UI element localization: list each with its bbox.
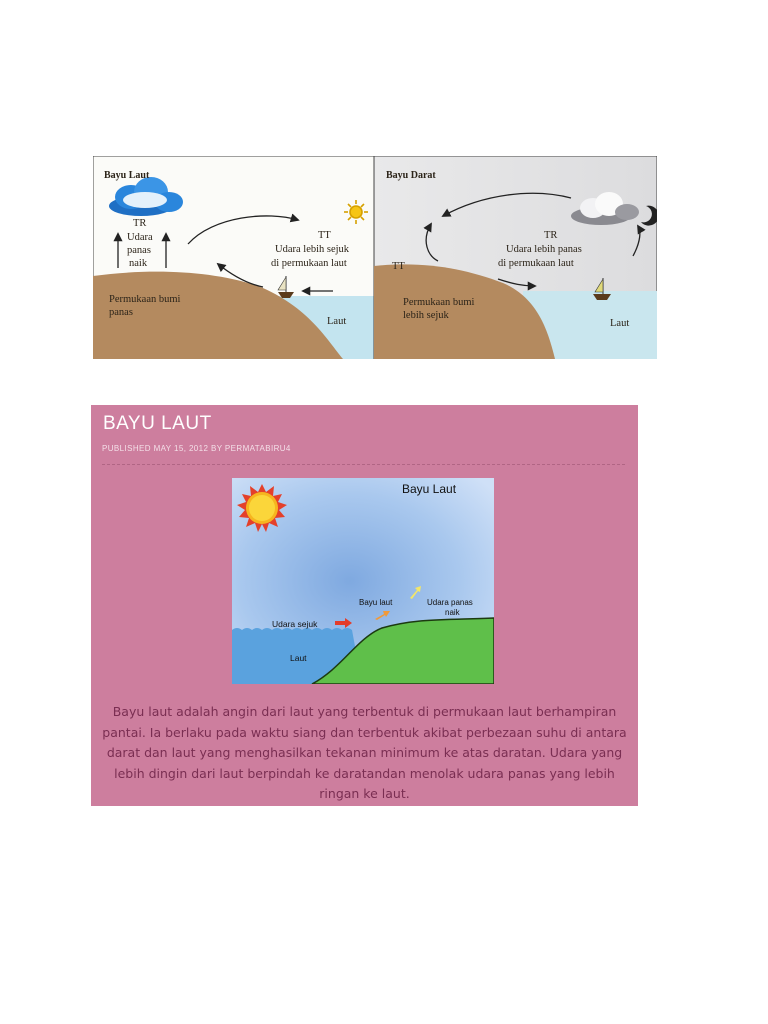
- post-body-text: Bayu laut adalah angin dari laut yang terbentuk di permukaan laut berhampiran pantai. Ia berlaku pada waktu siang dan terbentuk akibat perbezaan suhu di antara darat dan laut yang menghasilkan tekanan minimum ke atas daratan. Udara yang lebih dingin dari laut berpindah ke daratandan menolak udara panas yang lebih ringan ke laut.: [102, 704, 627, 801]
- label-tr-desc-3: naik: [129, 258, 148, 269]
- label-tr-right-desc-1: Udara lebih panas: [506, 244, 582, 255]
- post-title[interactable]: BAYU LAUT: [103, 413, 212, 434]
- label-sea: Laut: [327, 316, 347, 327]
- panel-bayu-laut: [93, 156, 374, 359]
- panel-title-bayu-darat: Bayu Darat: [386, 170, 436, 181]
- label-tr-right: TR: [544, 230, 558, 241]
- bayu-laut-illustration: [232, 478, 494, 684]
- label-tr: TR: [133, 218, 147, 229]
- sea-land-breeze-figure: [93, 156, 657, 359]
- label-udara-sejuk: Udara sejuk: [272, 619, 318, 629]
- label-udara-panas-1: Udara panas: [427, 598, 473, 607]
- label-tt-desc-2: di permukaan laut: [271, 258, 347, 269]
- meta-by: BY: [210, 444, 223, 453]
- label-tr-right-desc-2: di permukaan laut: [498, 258, 574, 269]
- meta-date[interactable]: MAY 15, 2012: [153, 444, 209, 453]
- label-land-2: panas: [109, 307, 133, 318]
- meta-published: PUBLISHED: [102, 444, 151, 453]
- panel-title-bayu-laut: Bayu Laut: [104, 170, 150, 181]
- label-sea-right: Laut: [610, 318, 630, 329]
- blog-post-card: [91, 405, 638, 806]
- post-divider: [102, 464, 625, 465]
- label-udara-panas-2: naik: [445, 608, 460, 617]
- label-tr-desc-2: panas: [127, 245, 151, 256]
- figure-title: Bayu Laut: [402, 482, 457, 496]
- label-land-right-1: Permukaan bumi: [403, 297, 475, 308]
- label-laut: Laut: [290, 653, 307, 663]
- panel-bayu-darat: [374, 156, 657, 359]
- label-tr-desc-1: Udara: [127, 232, 153, 243]
- label-land-1: Permukaan bumi: [109, 294, 181, 305]
- label-land-right-2: lebih sejuk: [403, 310, 449, 321]
- post-meta: [102, 444, 291, 453]
- label-bayu-laut: Bayu laut: [359, 598, 393, 607]
- label-tt-desc-1: Udara lebih sejuk: [275, 244, 350, 255]
- label-tt-right: TT: [392, 261, 405, 272]
- label-tt: TT: [318, 230, 331, 241]
- meta-author[interactable]: PERMATABIRU4: [224, 444, 291, 453]
